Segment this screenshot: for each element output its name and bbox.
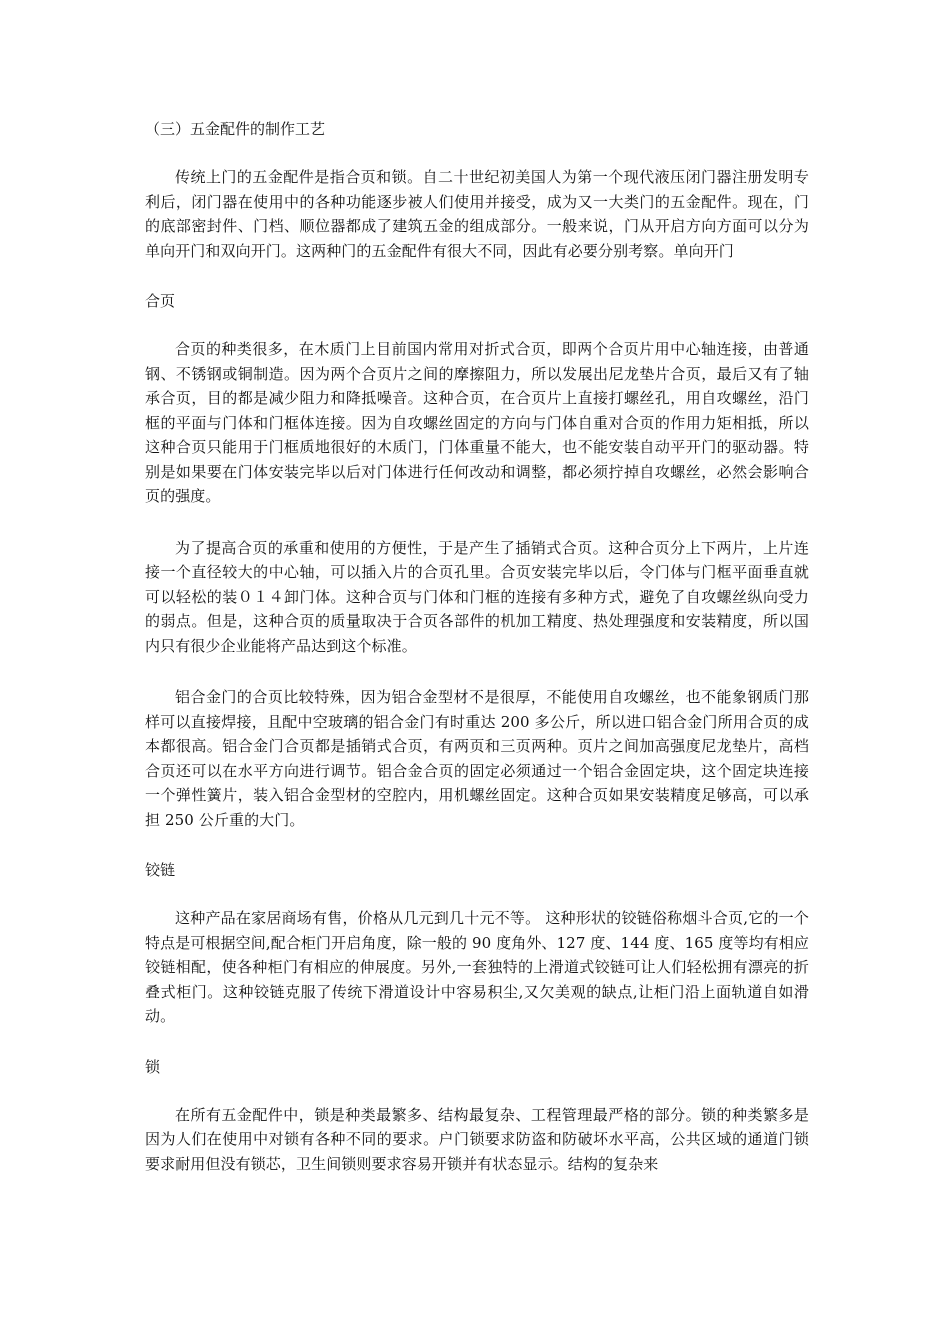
hinge2-paragraph-1: 这种产品在家居商场有售，价格从几元到几十元不等。 这种形状的铰链俗称烟斗合页,它的一个特点是可根据空间,配合柜门开启角度，除一般的 90 度角外、127 度、144 度、165 度等均有相应铰链相配，使各种柜门有相应的伸展度。另外,一套独特的上滑道式铰链可让人们轻松拥有漂亮的折叠式柜门。这种铰链克服了传统下滑道设计中容易积尘,又欠美观的缺点,让柜门沿上面轨道自如滑动。 — [145, 909, 809, 1025]
hinge-paragraph-1: 合页的种类很多，在木质门上目前国内常用对折式合页，即两个合页片用中心轴连接，由普通钢、不锈钢或铜制造。因为两个合页片之间的摩擦阻力，所以发展出尼龙垫片合页，最后又有了轴承合页，目的都是减少阻力和降抵噪音。这种合页，在合页片上直接打螺丝孔，用自攻螺丝，沿门框的平面与门体和门框体连接。因为自攻螺丝固定的方向与门体自重对合页的作用力矩相抵，所以这种合页只能用于门框质地很好的木质门，门体重量不能大，也不能安装自动平开门的驱动器。特别是如果要在门体安装完毕以后对门体进行任何改动和调整，都必须拧掉自攻螺丝，必然会影响合页的强度。 — [145, 340, 809, 505]
hinge-paragraph-3: 铝合金门的合页比较特殊，因为铝合金型材不是很厚，不能使用自攻螺丝，也不能象钢质门那样可以直接焊接，且配中空玻璃的铝合金门有时重达 200 多公斤，所以进口铝合金门所用合页的成本都很高。铝合金门合页都是插销式合页，有两页和三页两种。页片之间加高强度尼龙垫片，高档合页还可以在水平方向进行调节。铝合金合页的固定必须通过一个铝合金固定块，这个固定块连接一个弹性簧片，装入铝合金型材的空腔内，用机螺丝固定。这种合页如果安装精度足够高，可以承担 250 公斤重的大门。 — [145, 688, 809, 829]
hinge-heading: 合页 — [145, 292, 176, 310]
intro-paragraph: 传统上门的五金配件是指合页和锁。自二十世纪初美国人为第一个现代液压闭门器注册发明专利后，闭门器在使用中的各种功能逐步被人们使用并接受，成为又一大类门的五金配件。现在，门的底部密封件、门档、顺位器都成了建筑五金的组成部分。一般来说，门从开启方向方面可以分为单向开门和双向开门。这两种门的五金配件有很大不同，因此有必要分别考察。单向开门 — [145, 168, 809, 260]
section-title: （三）五金配件的制作工艺 — [145, 120, 326, 138]
hinge2-heading: 铰链 — [145, 861, 176, 879]
lock-heading: 锁 — [145, 1057, 161, 1076]
lock-paragraph-1: 在所有五金配件中，锁是种类最繁多、结构最复杂、工程管理最严格的部分。锁的种类繁多是因为人们在使用中对锁有各种不同的要求。户门锁要求防盗和防破坏水平高，公共区域的通道门锁要求耐用但没有锁芯，卫生间锁则要求容易开锁并有状态显示。结构的复杂来 — [145, 1105, 809, 1173]
hinge-paragraph-2: 为了提高合页的承重和使用的方便性，于是产生了插销式合页。这种合页分上下两片，上片连接一个直径较大的中心轴，可以插入片的合页孔里。合页安装完毕以后，令门体与门框平面垂直就可以轻松的装０１４卸门体。这种合页与门体和门框的连接有多种方式，避免了自攻螺丝纵向受力的弱点。但是，这种合页的质量取决于合页各部件的机加工精度、热处理强度和安装精度，所以国内只有很少企业能将产品达到这个标准。 — [145, 538, 809, 655]
document-body — [145, 118, 809, 1176]
